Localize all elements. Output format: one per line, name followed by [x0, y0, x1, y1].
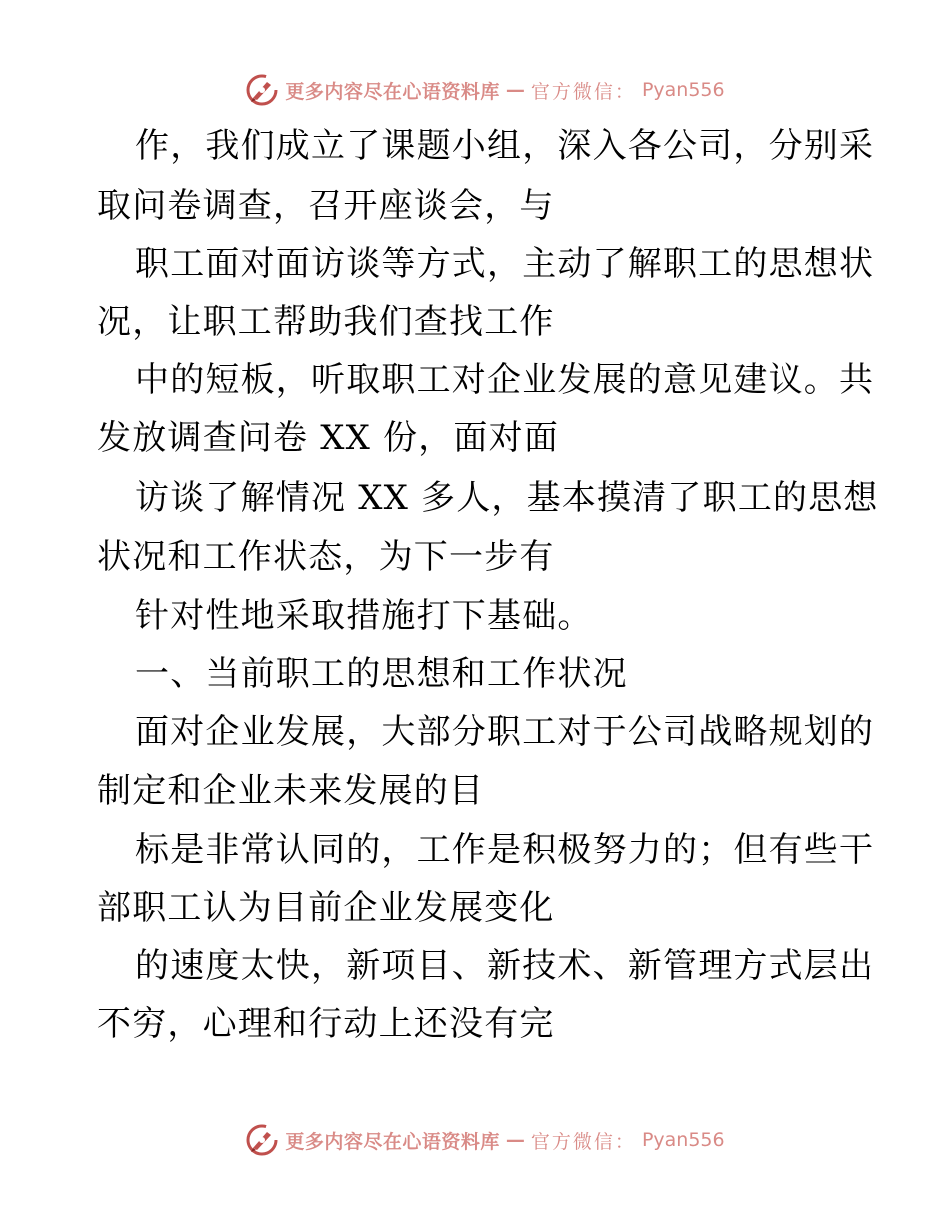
body-line: 面对企业发展，大部分职工对于公司战略规划的: [135, 712, 875, 752]
watermark-text: 更多内容尽在心语资料库: [285, 1130, 500, 1153]
body-line: 取问卷调查，召开座谈会，与: [97, 186, 555, 226]
watermark-dash: —: [505, 1129, 525, 1151]
header-watermark: [0, 70, 950, 110]
watermark-wechat-id: Pyan556: [641, 1129, 725, 1151]
watermark-wechat-label: 官方微信：: [530, 1130, 636, 1153]
body-line: 况，让职工帮助我们查找工作: [97, 302, 555, 342]
body-line: 职工面对面访谈等方式，主动了解职工的思想状: [135, 244, 875, 284]
body-line: 发放调查问卷 XX 份，面对面: [97, 418, 560, 458]
body-line: 针对性地采取措施打下基础。: [135, 596, 593, 636]
watermark-wechat-id: Pyan556: [641, 79, 725, 101]
body-line: 访谈了解情况 XX 多人，基本摸清了职工的思想: [135, 478, 879, 518]
watermark-text: 更多内容尽在心语资料库: [285, 80, 500, 103]
body-line: 状况和工作状态，为下一步有: [97, 537, 555, 577]
footer-watermark: [0, 1120, 950, 1160]
body-line: 的速度太快，新项目、新技术、新管理方式层出: [135, 946, 875, 986]
body-line: 中的短板，听取职工对企业发展的意见建议。共: [135, 360, 875, 400]
body-line: 作，我们成立了课题小组，深入各公司，分别采: [135, 126, 875, 166]
body-line: 部职工认为目前企业发展变化: [97, 888, 555, 928]
section-heading: 一、当前职工的思想和工作状况: [135, 654, 628, 694]
quill-logo-icon: [245, 73, 279, 107]
watermark-dash: —: [505, 79, 525, 101]
body-line: 标是非常认同的，工作是积极努力的；但有些干: [135, 830, 875, 870]
watermark-wechat-label: 官方微信：: [530, 80, 636, 103]
body-line: 制定和企业未来发展的目: [97, 771, 485, 811]
quill-logo-icon: [245, 1123, 279, 1157]
body-line: 不穷，心理和行动上还没有完: [97, 1004, 555, 1044]
